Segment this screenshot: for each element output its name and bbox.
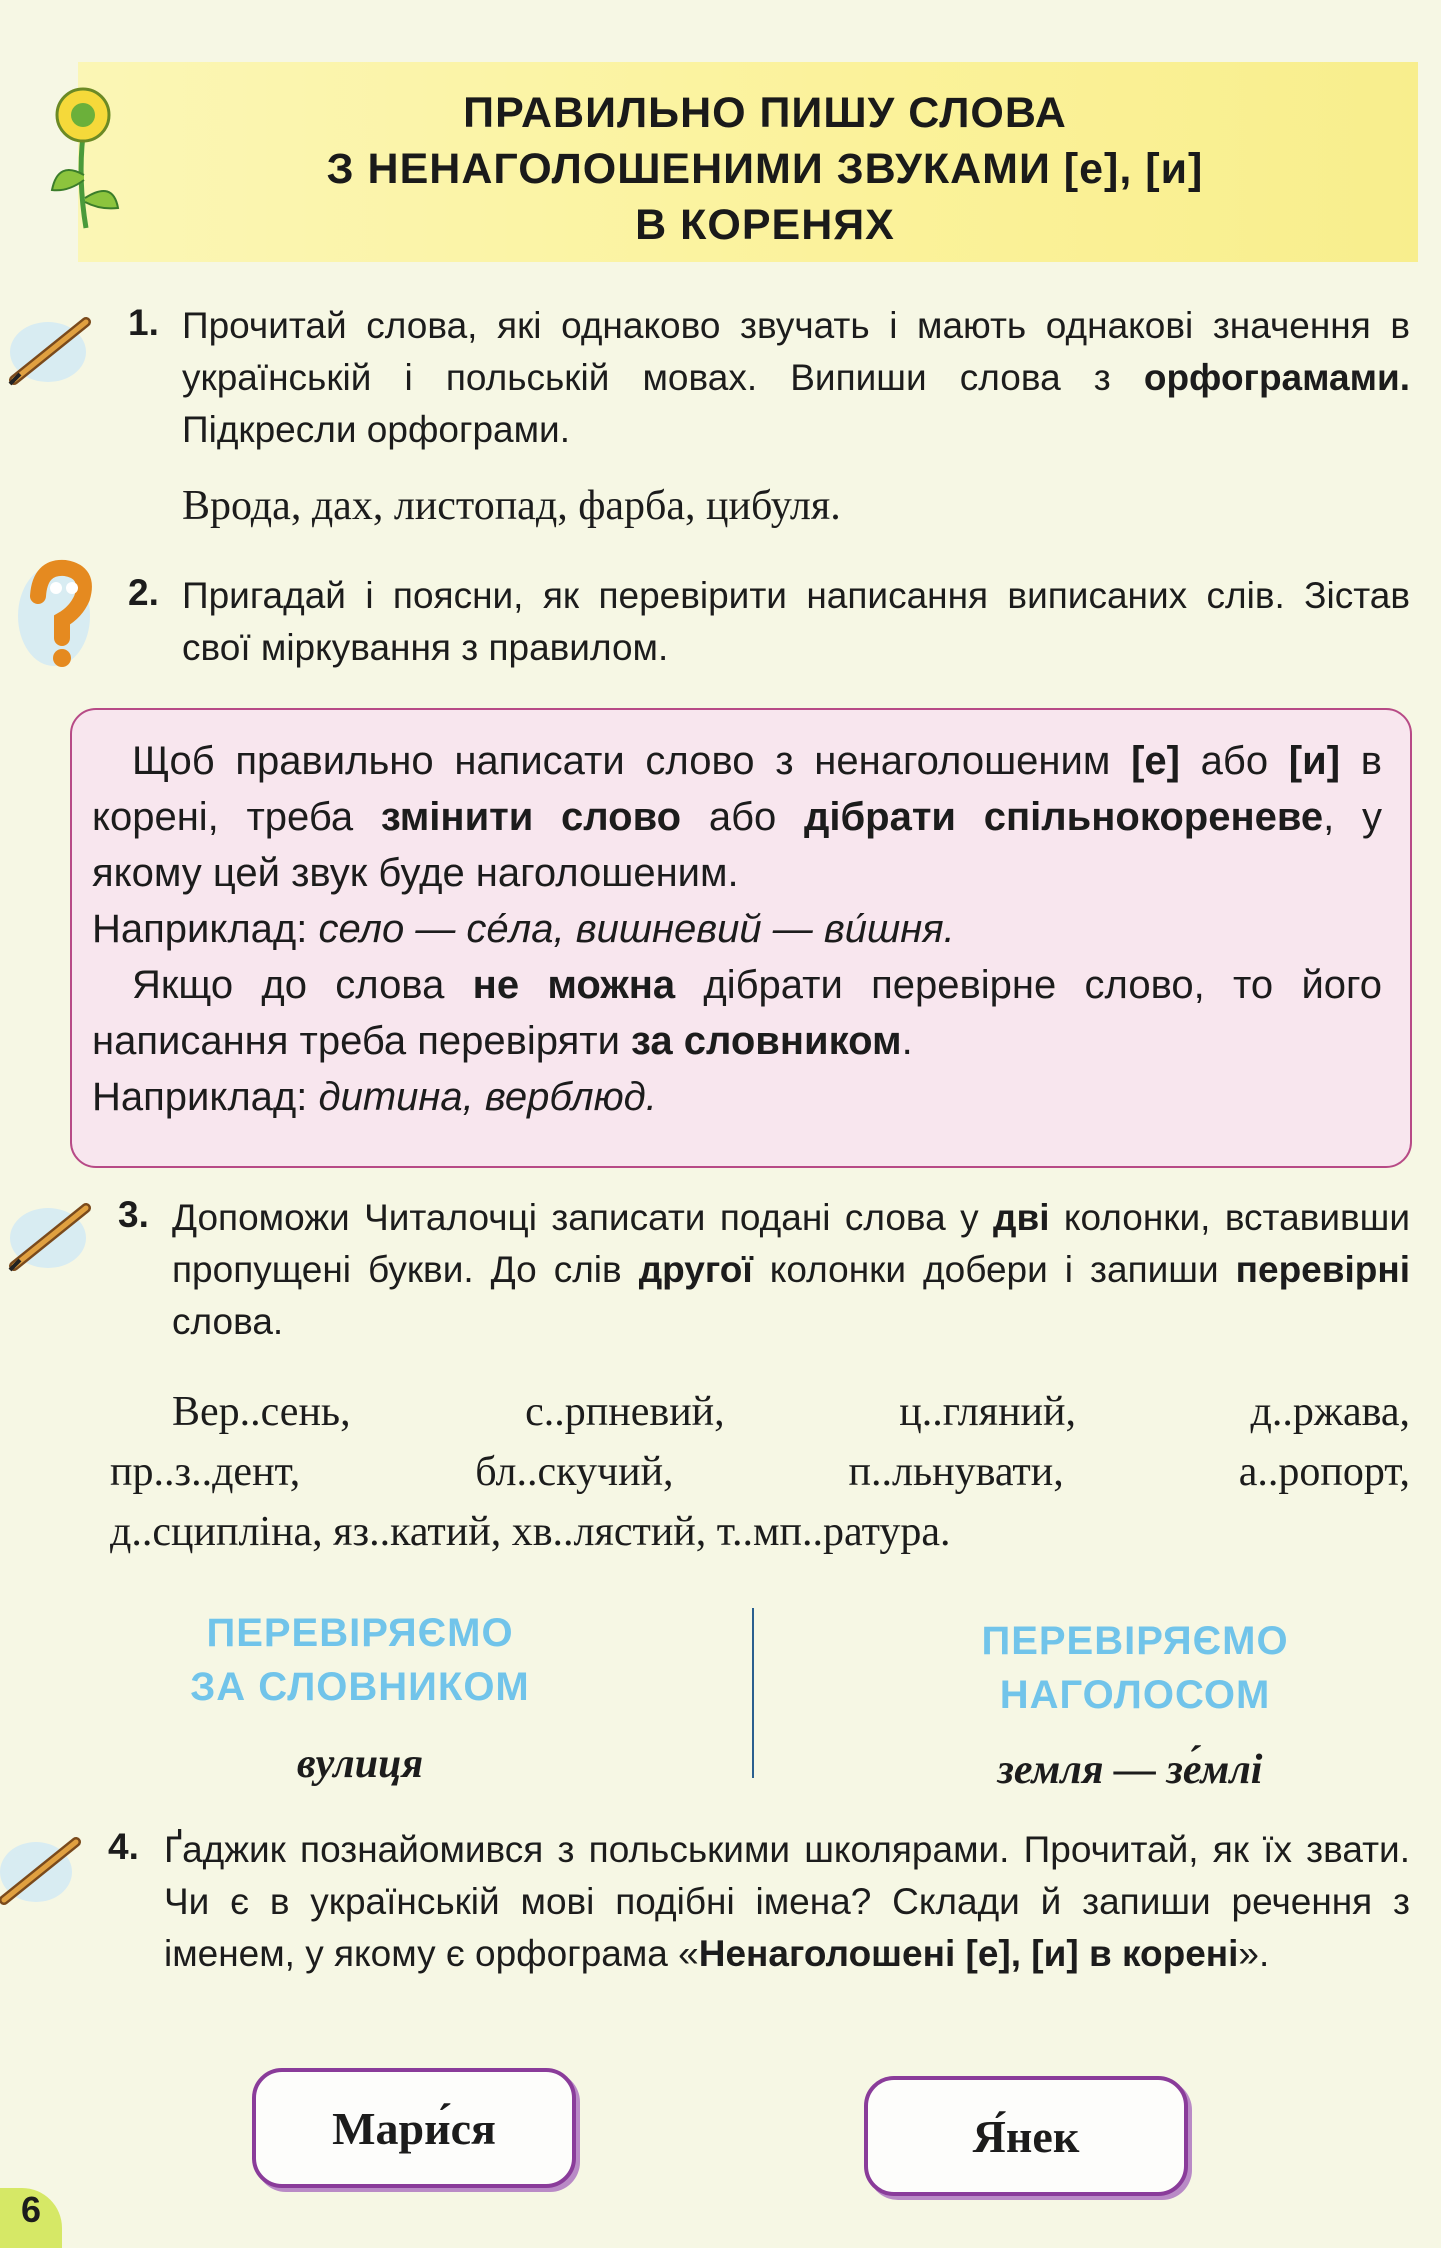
rule-p2-b: дібрати перевірне слово, то його написання треба перевіряти <box>92 963 1382 1063</box>
rule-p1-e2: , у якому цей звук буде наголошеним. <box>92 795 1382 895</box>
task-3-text-bold2: другої <box>638 1249 753 1290</box>
column-2-heading <box>920 1614 1350 1722</box>
task-3-text-a: Допоможи Читалочці записати подані слова у <box>172 1197 994 1238</box>
rule-p1-a: Щоб правильно написати слово з ненаголошеним <box>132 739 1132 783</box>
task-3-text-bold1: дві <box>993 1197 1050 1238</box>
rule-example-2 <box>92 1069 1382 1125</box>
task-3-text-c: колонки добери і запиши <box>752 1249 1236 1290</box>
name-card-janek: Я́нек <box>864 2076 1188 2196</box>
name-card-marysia: Мари́ся <box>252 2068 576 2188</box>
rule-ex1-label: Наприклад: <box>92 907 319 951</box>
rule-example-1 <box>92 901 1382 957</box>
task-3-number: 3. <box>118 1194 149 1235</box>
rule-ex1-text: село — се́ла, вишневий — ви́шня. <box>318 907 955 951</box>
rule-p1-b: або <box>1179 739 1289 783</box>
column-1-heading-line-1: ПЕРЕВІРЯЄМО <box>206 1611 514 1655</box>
task-1-text-bold: орфограмами. <box>1143 357 1410 398</box>
title-line-2: З НЕНАГОЛОШЕНИМИ ЗВУКАМИ [е], [и] <box>326 145 1204 193</box>
task-1-text-a: Прочитай слова, які однаково звучать і мають однакові значення в українській і польській мовах. Випиши слова з <box>182 305 1410 398</box>
rule-p1-bold2: дібрати спільнокореневе <box>803 795 1324 839</box>
task-3-text-d: слова. <box>172 1301 284 1342</box>
column-1-heading-line-2: ЗА СЛОВНИКОМ <box>190 1665 530 1709</box>
column-2-heading-line-2: НАГОЛОСОМ <box>999 1673 1271 1717</box>
column-2-example: земля — зе́млі <box>997 1747 1263 1793</box>
pen-icon <box>4 300 104 390</box>
rule-ex2-label: Наприклад: <box>92 1075 319 1119</box>
title-line-1: ПРАВИЛЬНО ПИШУ СЛОВА <box>463 89 1067 137</box>
rule-text <box>92 733 1382 1125</box>
rule-p2-a: Якщо до слова <box>132 963 473 1007</box>
task-1-text-b: Підкресли орфограми. <box>182 409 570 450</box>
task-1-words: Врода, дах, листопад, фарба, цибуля. <box>182 483 841 529</box>
rule-p1-i: [и] <box>1288 739 1341 783</box>
column-1-example: вулиця <box>296 1741 424 1787</box>
rule-p2-bold1: не можна <box>472 963 676 1007</box>
task-1-text <box>182 300 1410 456</box>
question-mark-icon <box>10 546 110 676</box>
task-3-words <box>110 1382 1410 1562</box>
task-3-words-line-3: д..сципліна, яз..катий, хв..лястий, т..мп..ратура. <box>110 1509 951 1555</box>
rule-p2-c: . <box>901 1019 913 1063</box>
flower-icon <box>38 80 128 230</box>
task-4-text-a: Ґаджик познайомився з польськими школярами. Прочитай, як їх звати. Чи є в українській мові подібні імена? Склади й запиши речення з іменем, у якому є орфограма « <box>164 1829 1410 1974</box>
task-4-text-b: ». <box>1238 1933 1270 1974</box>
rule-p1-c: в корені, треба <box>92 739 1382 839</box>
pen-icon <box>4 1186 104 1276</box>
task-4-text <box>164 1824 1410 1980</box>
task-2-number: 2. <box>128 572 159 613</box>
task-4-text-bold: Ненаголошені [е], [и] в корені <box>698 1933 1239 1974</box>
title-line-3: В КОРЕНЯХ <box>635 201 895 249</box>
column-1-heading <box>150 1606 570 1714</box>
task-3-text-b: колонки, вставивши пропущені букви. До слів <box>172 1197 1410 1290</box>
pen-icon <box>0 1820 90 1910</box>
rule-p2-bold2: за словником <box>631 1019 902 1063</box>
rule-ex2-text: дитина, верблюд. <box>318 1075 657 1119</box>
task-1-number: 1. <box>128 302 159 343</box>
task-3-words-line-1: Вер..сень, с..рпневий, ц..гляний, д..ржава, <box>172 1389 1410 1435</box>
rule-p1-e: [е] <box>1131 739 1180 783</box>
task-3-words-line-2: пр..з..дент, бл..скучий, п..льнувати, а..ропорт, <box>110 1449 1410 1495</box>
rule-paragraph-2 <box>92 957 1382 1069</box>
rule-paragraph-1 <box>92 733 1382 901</box>
rule-p1-bold1: змінити слово <box>380 795 682 839</box>
column-2-heading-line-1: ПЕРЕВІРЯЄМО <box>981 1619 1289 1663</box>
task-3-text-bold3: перевірні <box>1235 1249 1410 1290</box>
task-2-text: Пригадай і поясни, як перевірити написання виписаних слів. Зістав свої міркування з правилом. <box>182 575 1410 668</box>
rule-p1-d: або <box>681 795 804 839</box>
task-4-number: 4. <box>108 1826 139 1867</box>
page-number: 6 <box>0 2188 62 2248</box>
task-3-text <box>172 1192 1410 1348</box>
column-divider <box>752 1608 754 1778</box>
page-title <box>120 85 1410 253</box>
